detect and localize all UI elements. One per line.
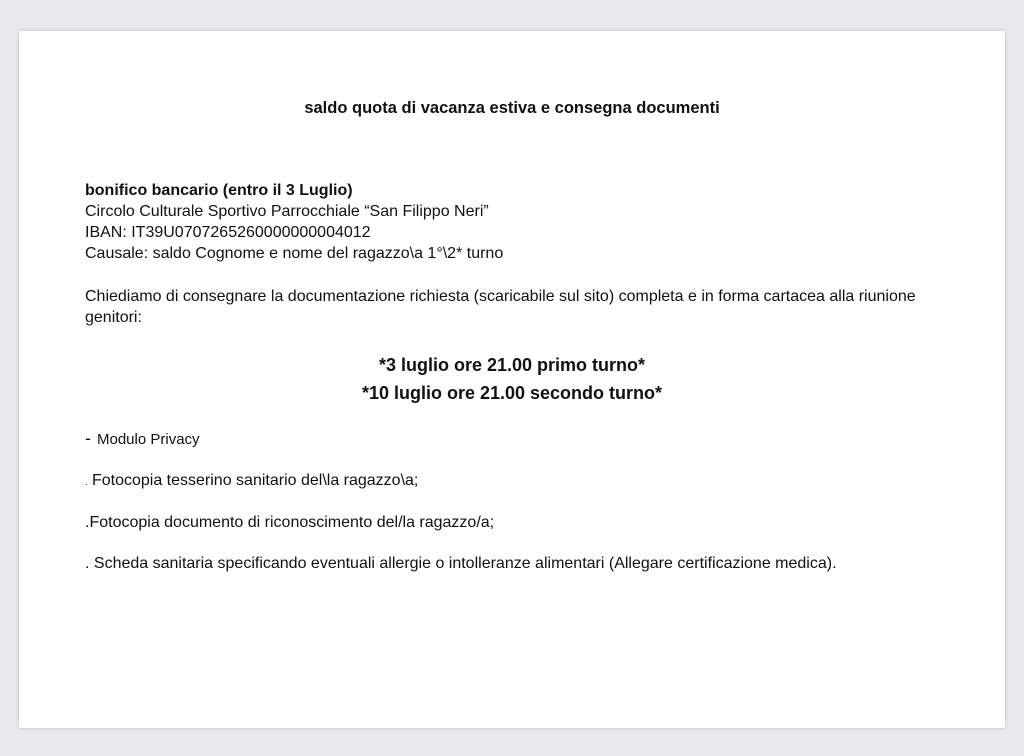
document-item-health-form: . Scheda sanitaria specificando eventuali allergie o intolleranze alimentari (Allegare certificazione medica).	[85, 555, 837, 572]
payment-beneficiary: Circolo Culturale Sportivo Parrocchiale “San Filippo Neri”	[85, 203, 489, 220]
meeting-date-second: *10 luglio ore 21.00 secondo turno*	[361, 383, 663, 403]
document-item-privacy	[85, 428, 945, 450]
document-page	[19, 31, 1005, 728]
payment-causale: Causale: saldo Cognome e nome del ragazzo\a 1°\2* turno	[85, 245, 504, 262]
meeting-dates	[19, 351, 1005, 407]
item-dot-marker: .	[85, 477, 88, 487]
item-health-card-text: Fotocopia tesserino sanitario del\la ragazzo\a;	[87, 472, 419, 489]
item-privacy-text: Modulo Privacy	[97, 431, 200, 448]
payment-section	[85, 180, 945, 264]
payment-iban: IBAN: IT39U0707265260000000004012	[85, 224, 371, 241]
request-paragraph: Chiediamo di consegnare la documentazione richiesta (scaricabile sul sito) completa e in forma cartacea alla riunione genitori:	[85, 288, 916, 326]
document-title: saldo quota di vacanza estiva e consegna documenti	[304, 99, 720, 117]
meeting-date-first: *3 luglio ore 21.00 primo turno*	[378, 355, 646, 375]
document-item-health-card	[85, 470, 945, 493]
item-dash-marker: -	[85, 428, 91, 448]
payment-heading: bonifico bancario (entro il 3 Luglio)	[85, 182, 353, 199]
document-item-id-copy: .Fotocopia documento di riconoscimento del/la ragazzo/a;	[85, 514, 495, 531]
